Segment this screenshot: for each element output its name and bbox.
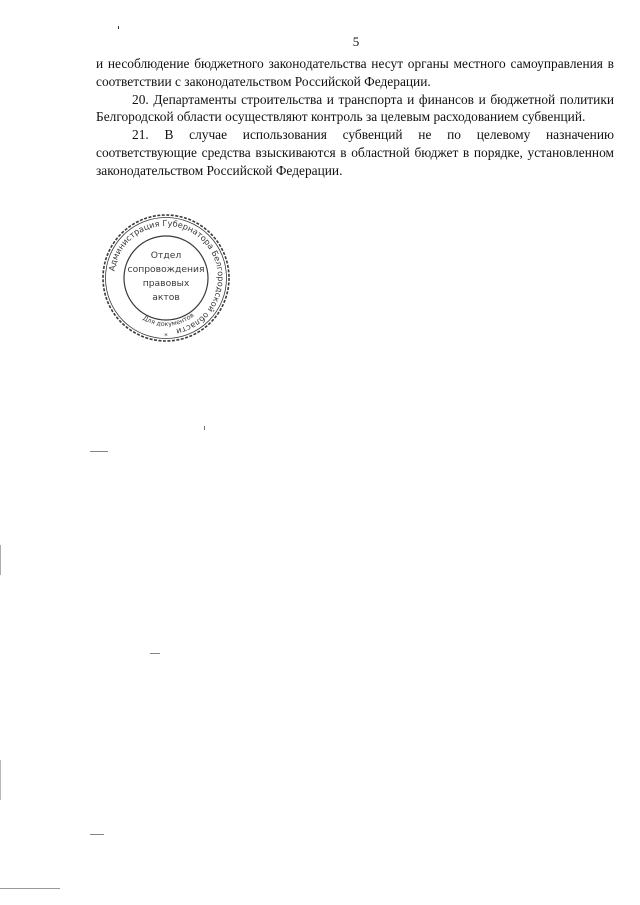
scan-mark xyxy=(118,26,119,29)
page-number: 5 xyxy=(352,34,360,49)
stamp-center-line-3: правовых xyxy=(142,278,190,289)
stamp-center-line-4: актов xyxy=(152,292,180,303)
stamp-seal-icon xyxy=(100,212,232,344)
paragraph-20: 20. Департаменты строительства и транспорта и финансов и бюджетной политики Белгородской области осуществляют контроль за целевым расходованием субвенций. xyxy=(96,91,614,125)
scan-mark xyxy=(0,760,1,800)
scan-mark xyxy=(204,426,205,430)
stamp-outer-text: Администрация Губернатора Белгородской области xyxy=(106,217,227,337)
scan-mark xyxy=(0,888,60,889)
scan-mark xyxy=(150,653,160,654)
stamp-star: * xyxy=(164,332,168,340)
scan-mark xyxy=(90,834,104,835)
scan-mark xyxy=(90,451,108,452)
scan-mark xyxy=(0,545,1,575)
official-stamp xyxy=(100,212,232,344)
document-body xyxy=(96,55,614,180)
paragraph-continuation: и несоблюдение бюджетного законодательства несут органы местного самоуправления в соответствии с законодательством Российской Федерации. xyxy=(96,56,614,89)
stamp-center-line-1: Отдел xyxy=(150,250,182,261)
stamp-inner-bottom-text: Для документов xyxy=(141,311,196,329)
paragraph-21: 21. В случае использования субвенций не по целевому назначению соответствующие средства взыскиваются в областной бюджет в порядке, установленном законодательством Российской Федерации. xyxy=(96,127,614,178)
stamp-center-line-2: сопровождения xyxy=(127,264,205,275)
